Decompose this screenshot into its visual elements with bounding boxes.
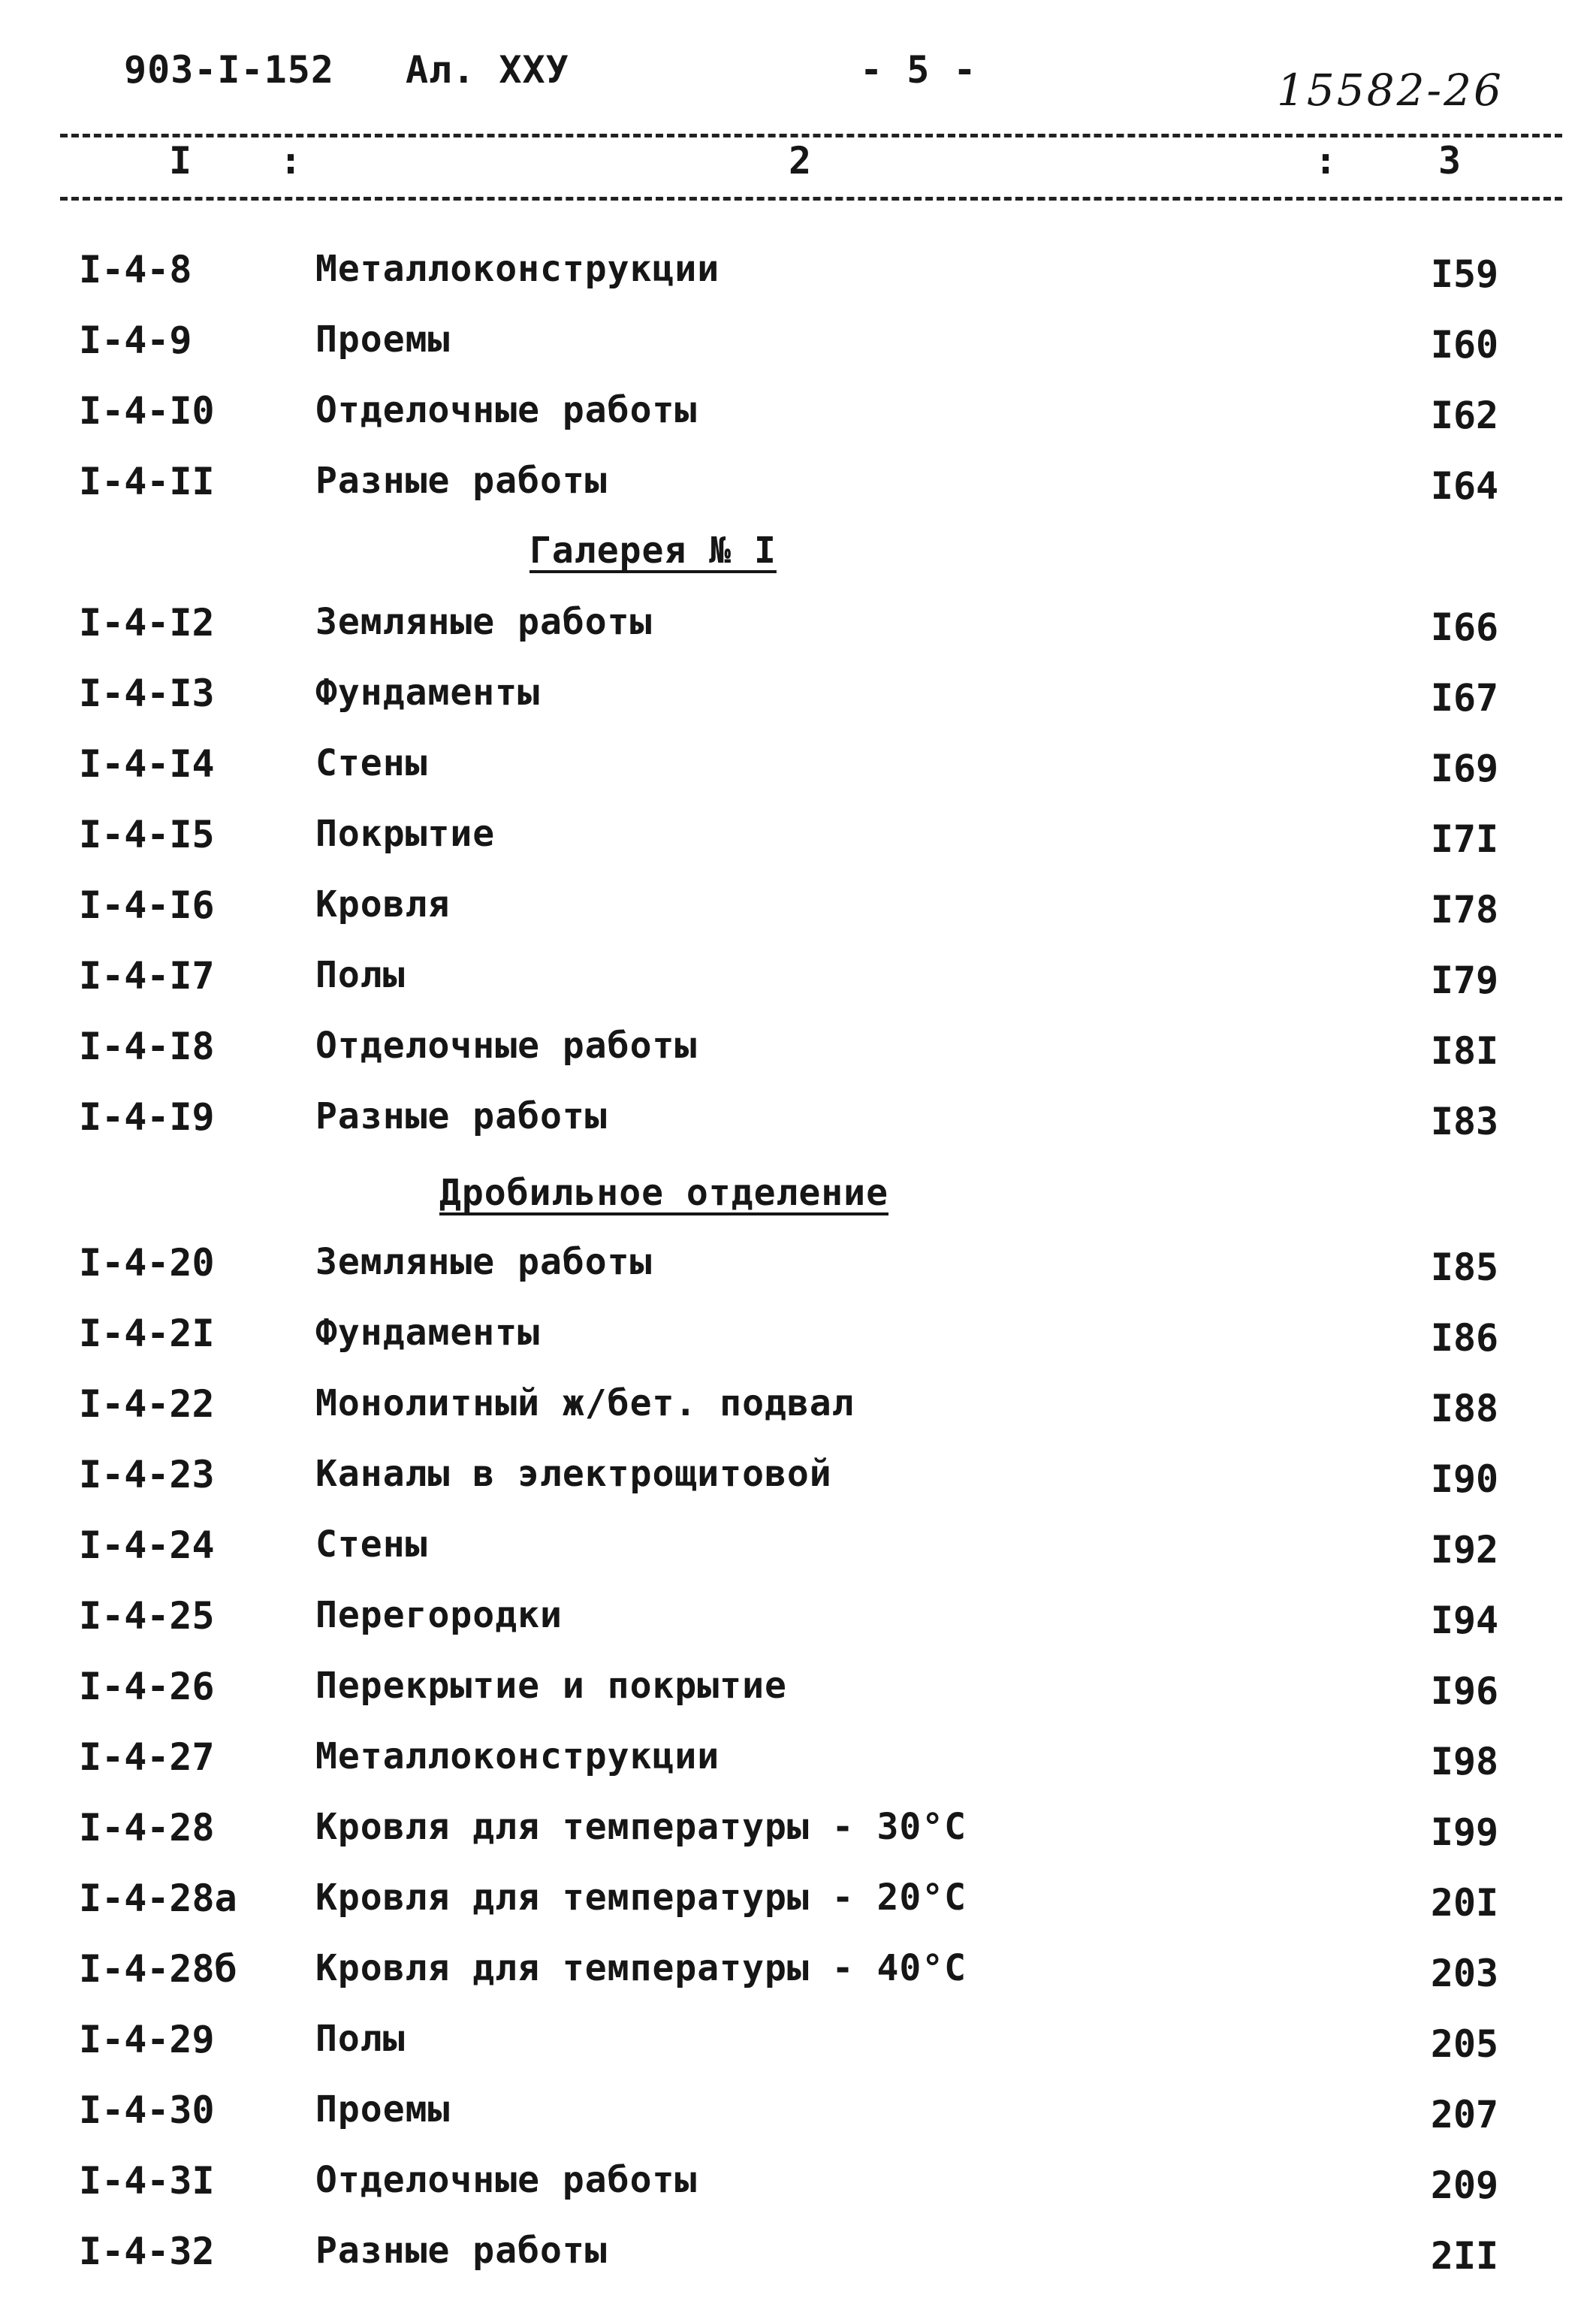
- row-page: I98: [1430, 1740, 1499, 1783]
- table-row: [0, 883, 1596, 954]
- table-row: [0, 319, 1596, 389]
- row-code: I-4-29: [79, 2018, 215, 2061]
- row-code: I-4-8: [79, 248, 192, 291]
- row-page: I92: [1430, 1528, 1499, 1572]
- header-rule-top: [60, 134, 1562, 137]
- table-row: [0, 1453, 1596, 1523]
- table-row: [0, 672, 1596, 742]
- section-title: Дробильное отделение: [439, 1172, 889, 1214]
- table-row: [0, 1025, 1596, 1095]
- row-code: I-4-22: [79, 1382, 215, 1426]
- row-code: I-4-I3: [79, 672, 215, 715]
- table-row: [0, 1095, 1596, 1166]
- row-page: I83: [1430, 1100, 1499, 1143]
- row-page: I64: [1430, 464, 1499, 508]
- row-page: 207: [1430, 2093, 1499, 2136]
- row-page: I66: [1430, 605, 1499, 649]
- row-code: I-4-27: [79, 1735, 215, 1779]
- row-title: Монолитный ж/бет. подвал: [315, 1382, 855, 1424]
- table-row: [0, 1947, 1596, 2018]
- row-title: Покрытие: [315, 813, 496, 855]
- row-title: Проемы: [315, 2088, 451, 2130]
- row-title: Разные работы: [315, 460, 608, 502]
- table-row: [0, 954, 1596, 1025]
- row-title: Стены: [315, 742, 428, 784]
- row-page: 2II: [1430, 2234, 1499, 2278]
- row-title: Отделочные работы: [315, 1025, 698, 1067]
- row-title: Разные работы: [315, 2230, 608, 2272]
- row-title: Полы: [315, 2018, 406, 2060]
- row-page: I59: [1430, 252, 1499, 296]
- row-page: I79: [1430, 959, 1499, 1002]
- row-code: I-4-28: [79, 1806, 215, 1850]
- table-row: [0, 1382, 1596, 1453]
- row-title: Фундаменты: [315, 1312, 540, 1354]
- page-number: - 5 -: [860, 48, 977, 92]
- table-row: [0, 2159, 1596, 2230]
- row-title: Кровля: [315, 883, 451, 926]
- column-header-2: 2: [789, 139, 812, 183]
- row-code: I-4-9: [79, 319, 192, 362]
- row-code: I-4-23: [79, 1453, 215, 1496]
- row-code: I-4-I4: [79, 742, 215, 786]
- table-row: [0, 601, 1596, 672]
- row-title: Разные работы: [315, 1095, 608, 1137]
- row-title: Перекрытие и покрытие: [315, 1665, 787, 1707]
- row-page: I69: [1430, 747, 1499, 790]
- row-code: I-4-I5: [79, 813, 215, 856]
- row-title: Земляные работы: [315, 1241, 653, 1283]
- row-page: I96: [1430, 1669, 1499, 1713]
- row-code: I-4-28а: [79, 1877, 237, 1920]
- row-page: I90: [1430, 1457, 1499, 1501]
- row-page: I67: [1430, 676, 1499, 720]
- table-row: [0, 742, 1596, 813]
- table-row: [0, 1665, 1596, 1735]
- row-page: I94: [1430, 1599, 1499, 1642]
- table-row: [0, 813, 1596, 883]
- column-header-3: 3: [1438, 139, 1462, 183]
- table-row: [0, 1594, 1596, 1665]
- row-title: Отделочные работы: [315, 389, 698, 431]
- row-page: I7I: [1430, 817, 1499, 861]
- row-title: Кровля для температуры - 20°С: [315, 1877, 967, 1919]
- column-separator-2: :: [1314, 139, 1338, 183]
- section-title: Галерея № I: [529, 530, 777, 572]
- table-row: [0, 1735, 1596, 1806]
- header-rule-bottom: [60, 197, 1562, 201]
- row-page: I8I: [1430, 1029, 1499, 1073]
- row-title: Кровля для температуры - 40°С: [315, 1947, 967, 1989]
- row-code: I-4-25: [79, 1594, 215, 1638]
- table-row: [0, 1523, 1596, 1594]
- row-title: Полы: [315, 954, 406, 996]
- row-page: I99: [1430, 1810, 1499, 1854]
- table-row: [0, 2088, 1596, 2159]
- row-title: Отделочные работы: [315, 2159, 698, 2201]
- album-number: Ал. XXУ: [406, 48, 569, 92]
- column-header-1: I: [169, 139, 192, 183]
- table-row: [0, 248, 1596, 319]
- row-page: 203: [1430, 1952, 1499, 1995]
- row-title: Стены: [315, 1523, 428, 1566]
- row-page: I88: [1430, 1387, 1499, 1430]
- row-code: I-4-I0: [79, 389, 215, 433]
- table-row: [0, 389, 1596, 460]
- row-code: I-4-II: [79, 460, 215, 503]
- row-code: I-4-I2: [79, 601, 215, 645]
- document-code: 903-I-152: [124, 48, 334, 92]
- handwritten-number: 15582-26: [1277, 65, 1504, 116]
- section-heading: [0, 530, 1596, 582]
- row-code: I-4-24: [79, 1523, 215, 1567]
- table-row: [0, 460, 1596, 530]
- row-title: Металлоконструкции: [315, 1735, 720, 1777]
- row-page: I78: [1430, 888, 1499, 932]
- table-row: [0, 2018, 1596, 2088]
- row-title: Перегородки: [315, 1594, 563, 1636]
- row-page: I86: [1430, 1316, 1499, 1360]
- row-title: Проемы: [315, 319, 451, 361]
- row-code: I-4-32: [79, 2230, 215, 2273]
- row-code: I-4-28б: [79, 1947, 237, 1991]
- row-title: Металлоконструкции: [315, 248, 720, 290]
- row-page: I85: [1430, 1246, 1499, 1289]
- row-page: I60: [1430, 323, 1499, 367]
- row-title: Земляные работы: [315, 601, 653, 643]
- row-code: I-4-I6: [79, 883, 215, 927]
- row-page: 20I: [1430, 1881, 1499, 1925]
- column-separator-1: :: [279, 139, 303, 183]
- row-title: Каналы в электрощитовой: [315, 1453, 832, 1495]
- row-code: I-4-26: [79, 1665, 215, 1708]
- row-code: I-4-I9: [79, 1095, 215, 1139]
- row-code: I-4-20: [79, 1241, 215, 1285]
- row-code: I-4-30: [79, 2088, 215, 2132]
- table-row: [0, 1312, 1596, 1382]
- table-row: [0, 1806, 1596, 1877]
- row-code: I-4-I7: [79, 954, 215, 998]
- row-code: I-4-2I: [79, 1312, 215, 1355]
- row-code: I-4-3I: [79, 2159, 215, 2203]
- row-page: I62: [1430, 394, 1499, 437]
- table-row: [0, 1241, 1596, 1312]
- row-page: 209: [1430, 2164, 1499, 2207]
- table-row: [0, 2230, 1596, 2300]
- section-heading: [0, 1172, 1596, 1224]
- table-row: [0, 1877, 1596, 1947]
- row-title: Кровля для температуры - 30°С: [315, 1806, 967, 1848]
- row-title: Фундаменты: [315, 672, 540, 714]
- row-code: I-4-I8: [79, 1025, 215, 1068]
- row-page: 205: [1430, 2022, 1499, 2066]
